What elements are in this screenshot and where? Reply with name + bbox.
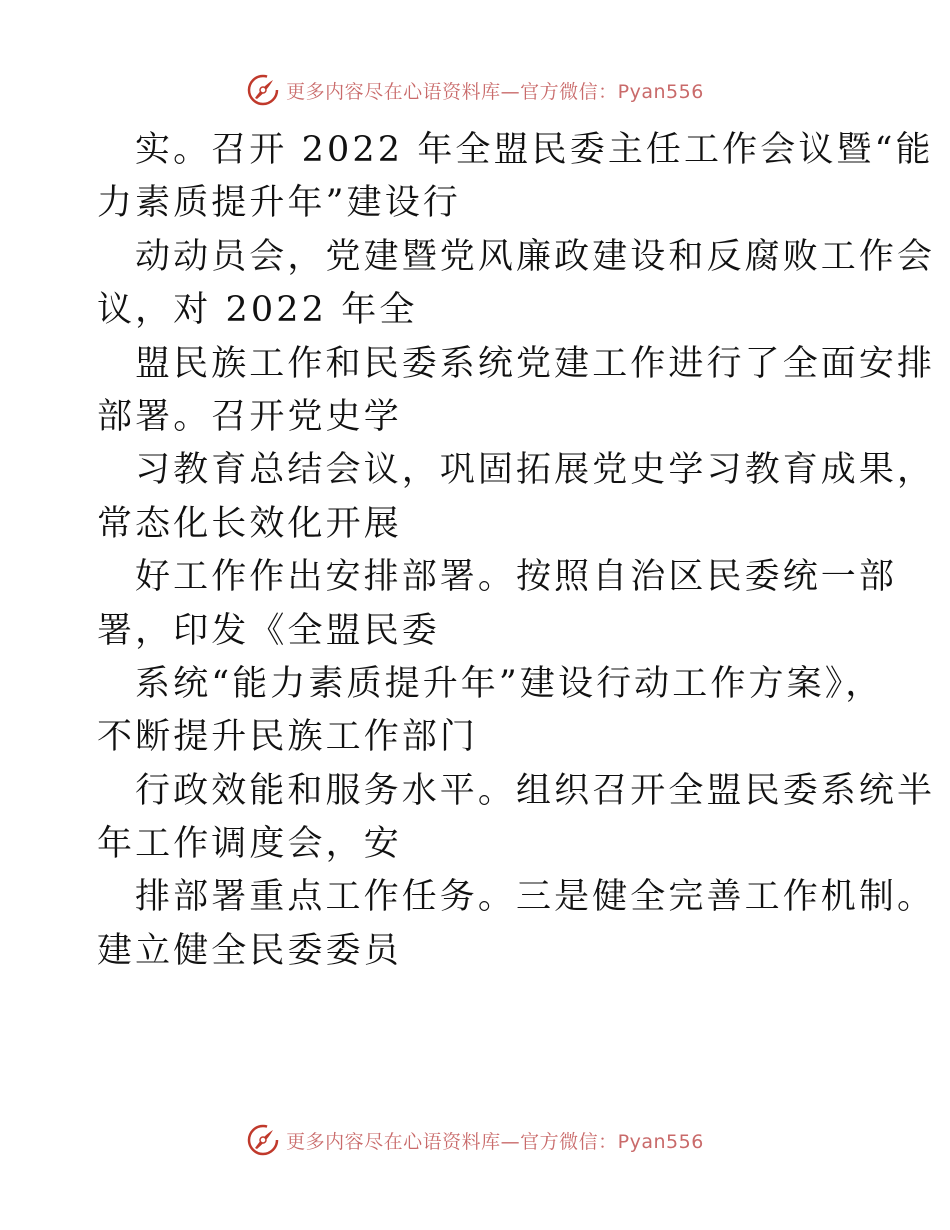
body-line: 署，印发《全盟民委 (97, 610, 440, 651)
body-line: 不断提升民族工作部门 (97, 717, 479, 758)
body-line: 系统“能力素质提升年”建设行动工作方案》， (135, 663, 884, 704)
body-line: 部署。召开党史学 (97, 396, 402, 437)
body-line: 议，对 2022 年全 (97, 290, 418, 331)
body-line: 好工作作出安排部署。按照自治区民委统一部 (135, 557, 898, 598)
footer-watermark (0, 1120, 950, 1160)
body-line: 实。召开 2022 年全盟民委主任工作会议暨“能 (135, 130, 934, 170)
body-line: 排部署重点工作任务。三是健全完善工作机制。 (135, 877, 936, 918)
body-line: 力素质提升年”建设行 (97, 183, 461, 224)
body-line: 动动员会，党建暨党风廉政建设和反腐败工作会 (135, 236, 936, 277)
quill-logo-icon (246, 73, 280, 107)
document-body (97, 124, 936, 978)
body-line: 年工作调度会，安 (97, 824, 402, 865)
body-line: 行政效能和服务水平。组织召开全盟民委系统半 (135, 770, 936, 811)
watermark-text: 更多内容尽在心语资料库—官方微信：Pyan556 (286, 1130, 704, 1153)
body-line: 常态化长效化开展 (97, 503, 402, 544)
header-watermark (0, 70, 950, 110)
body-line: 盟民族工作和民委系统党建工作进行了全面安排 (135, 343, 936, 384)
body-line: 建立健全民委委员 (97, 930, 402, 971)
watermark-text: 更多内容尽在心语资料库—官方微信：Pyan556 (286, 80, 704, 103)
quill-logo-icon (246, 1123, 280, 1157)
body-line: 习教育总结会议，巩固拓展党史学习教育成果， (135, 450, 936, 491)
